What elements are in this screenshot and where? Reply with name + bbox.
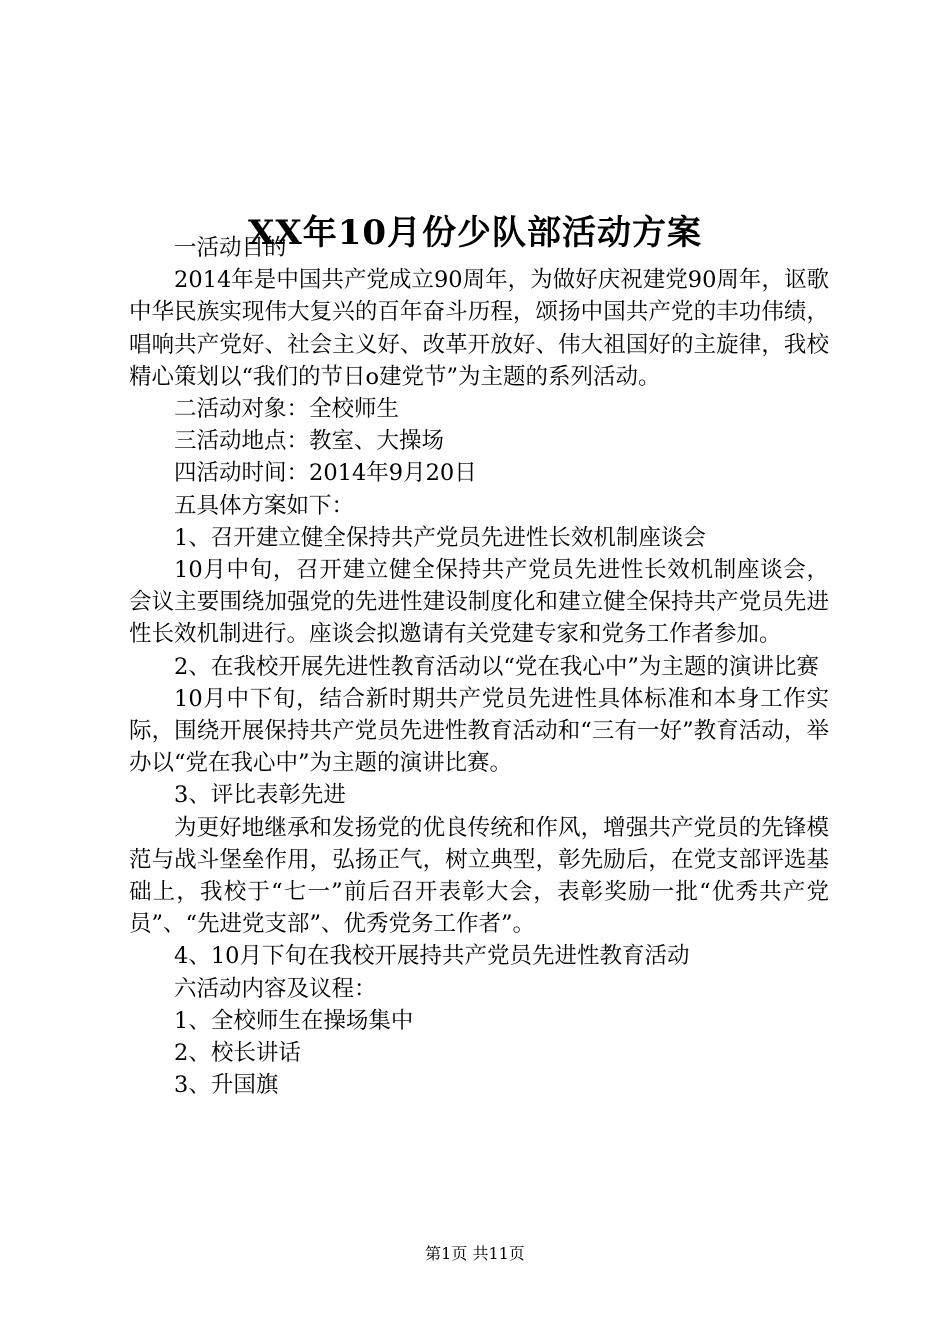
paragraph: 2、在我校开展先进性教育活动以“党在我心中”为主题的演讲比赛	[174, 653, 819, 680]
paragraph: 4、10月下旬在我校开展持共产党员先进性教育活动	[174, 943, 690, 970]
document-body	[129, 232, 829, 1101]
paragraph: 六活动内容及议程：	[174, 975, 377, 1002]
page-footer: 第1页 共11页	[425, 1244, 525, 1263]
paragraph: 3、升国旗	[174, 1072, 279, 1099]
paragraph: 为更好地继承和发扬党的优良传统和作风，增强共产党员的先锋模范与战斗堡垒作用，弘扬正气，树立典型，彰先励后，在党支部评选基础上，我校于“七一”前后召开表彰大会，表彰奖励一批“优秀共产党员”、“先进党支部”、优秀党务工作者”。	[129, 814, 829, 938]
paragraph: 10月中下旬，结合新时期共产党员先进性具体标准和本身工作实际，围绕开展保持共产党员先进性教育活动和“三有一好”教育活动，举办以“党在我心中”为主题的演讲比赛。	[129, 685, 829, 777]
paragraph: 三活动地点：教室、大操场	[174, 428, 445, 455]
paragraph: 2、校长讲话	[174, 1040, 301, 1067]
paragraph: 四活动时间：2014年9月20日	[174, 460, 477, 487]
paragraph: 二活动对象：全校师生	[174, 396, 400, 423]
paragraph: 1、全校师生在操场集中	[174, 1007, 414, 1034]
paragraph: 五具体方案如下：	[174, 492, 355, 519]
paragraph: 2014年是中国共产党成立90周年，为做好庆祝建党90周年，讴歌中华民族实现伟大复兴的百年奋斗历程，颂扬中国共产党的丰功伟绩，唱响共产党好、社会主义好、改革开放好、伟大祖国好的主旋律，我校精心策划以“我们的节日o建党节”为主题的系列活动。	[129, 267, 829, 390]
paragraph: 1、召开建立健全保持共产党员先进性长效机制座谈会	[174, 524, 706, 551]
paragraph: 一活动目的	[174, 235, 287, 261]
paragraph: 3、评比表彰先进	[174, 782, 346, 809]
paragraph: 10月中旬，召开建立健全保持共产党员先进性长效机制座谈会，会议主要围绕加强党的先进性建设制度化和建立健全保持共产党员先进性长效机制进行。座谈会拟邀请有关党建专家和党务工作者参加。	[129, 557, 829, 648]
document-title: XX年10月份少队部活动方案	[247, 212, 703, 253]
